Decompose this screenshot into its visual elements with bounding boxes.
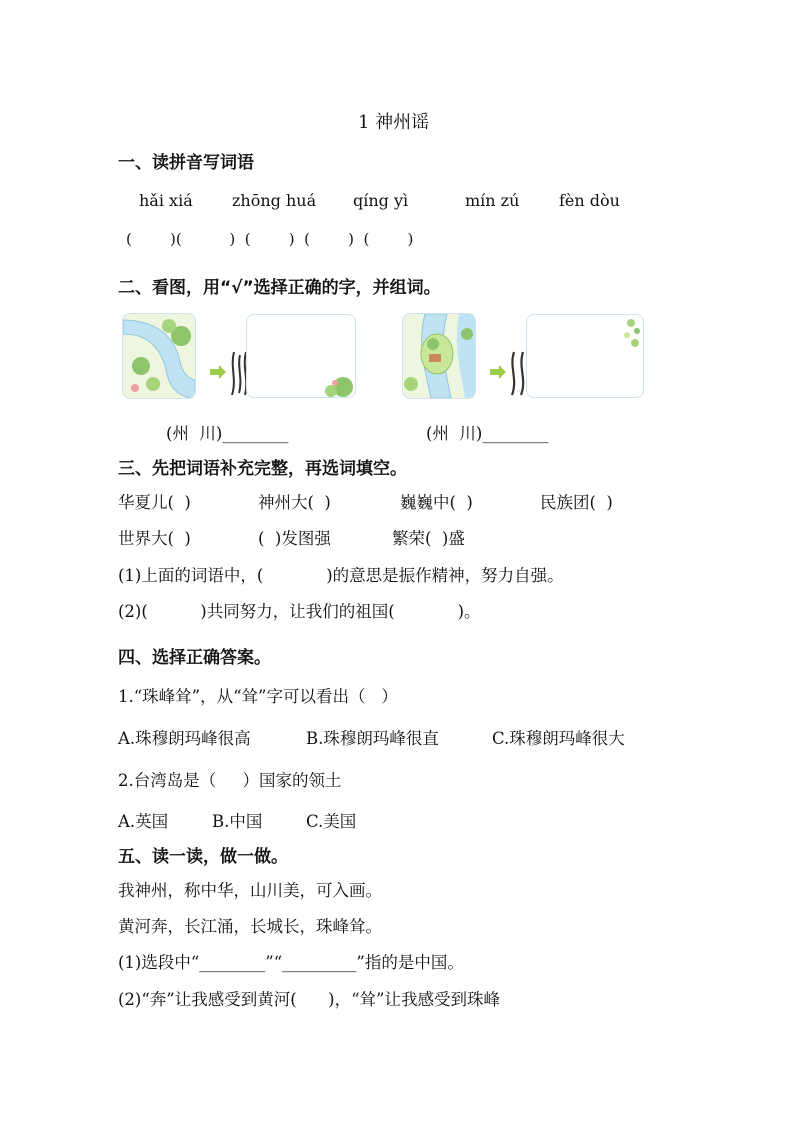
section-1-heading: 一、读拼音写词语 (118, 153, 254, 173)
section-5-q1: (1)选段中“________”“_________”指的是中国。 (118, 953, 464, 972)
river-island-image-right (402, 313, 476, 399)
option-right: (州 川)________ (426, 424, 549, 443)
option-left: (州 川)________ (166, 424, 289, 443)
answer-box-left (246, 314, 356, 398)
idiom-1: 华夏儿( ) (118, 493, 191, 512)
pinyin-1: hǎi xiá (139, 191, 193, 210)
idiom-2: 神州大( ) (258, 493, 331, 512)
page-title: 1 神州谣 (358, 112, 430, 133)
pinyin-2: zhōng huá (232, 191, 317, 210)
river-map-image-left (122, 313, 196, 399)
q2-option-c: C.美国 (306, 812, 357, 831)
idiom-6: ( )发图强 (258, 529, 331, 548)
section-4-heading: 四、选择正确答案。 (118, 648, 271, 668)
section-4-q1: 1.“珠峰耸”，从“耸”字可以看出（ ） (118, 687, 398, 706)
passage-line-2: 黄河奔，长江涌，长城长，珠峰耸。 (118, 917, 382, 936)
idiom-4: 民族团( ) (540, 493, 613, 512)
pinyin-3: qíng yì (353, 191, 409, 210)
idiom-3: 巍巍中( ) (400, 493, 473, 512)
section-5-q2: (2)“奔”让我感受到黄河( )，“耸”让我感受到珠峰 (118, 990, 500, 1009)
q1-option-c: C.珠穆朗玛峰很大 (492, 729, 625, 748)
section-2-heading: 二、看图，用“√”选择正确的字，并组词。 (118, 278, 441, 298)
q2-option-b: B.中国 (212, 812, 263, 831)
q2-option-a: A.英国 (118, 812, 169, 831)
section-3-heading: 三、先把词语补充完整，再选词填空。 (118, 459, 407, 479)
q1-option-b: B.珠穆朗玛峰很直 (306, 729, 439, 748)
section-3-q1: (1)上面的词语中，( )的意思是振作精神，努力自强。 (118, 566, 564, 585)
answer-brackets: ( )( ) ( ) ( ) ( ) (126, 230, 414, 248)
section-5-heading: 五、读一读，做一做。 (118, 847, 288, 867)
idiom-7: 繁荣( )盛 (392, 529, 465, 548)
passage-line-1: 我神州，称中华，山川美，可入画。 (118, 881, 382, 900)
pinyin-5: fèn dòu (559, 191, 620, 210)
q1-option-a: A.珠穆朗玛峰很高 (118, 729, 251, 748)
section-3-q2: (2)( )共同努力，让我们的祖国( )。 (118, 602, 481, 621)
idiom-5: 世界大( ) (118, 529, 191, 548)
section-4-q2: 2.台湾岛是（ ）国家的领土 (118, 771, 342, 790)
pinyin-4: mín zú (465, 191, 520, 210)
answer-box-right (526, 314, 644, 398)
